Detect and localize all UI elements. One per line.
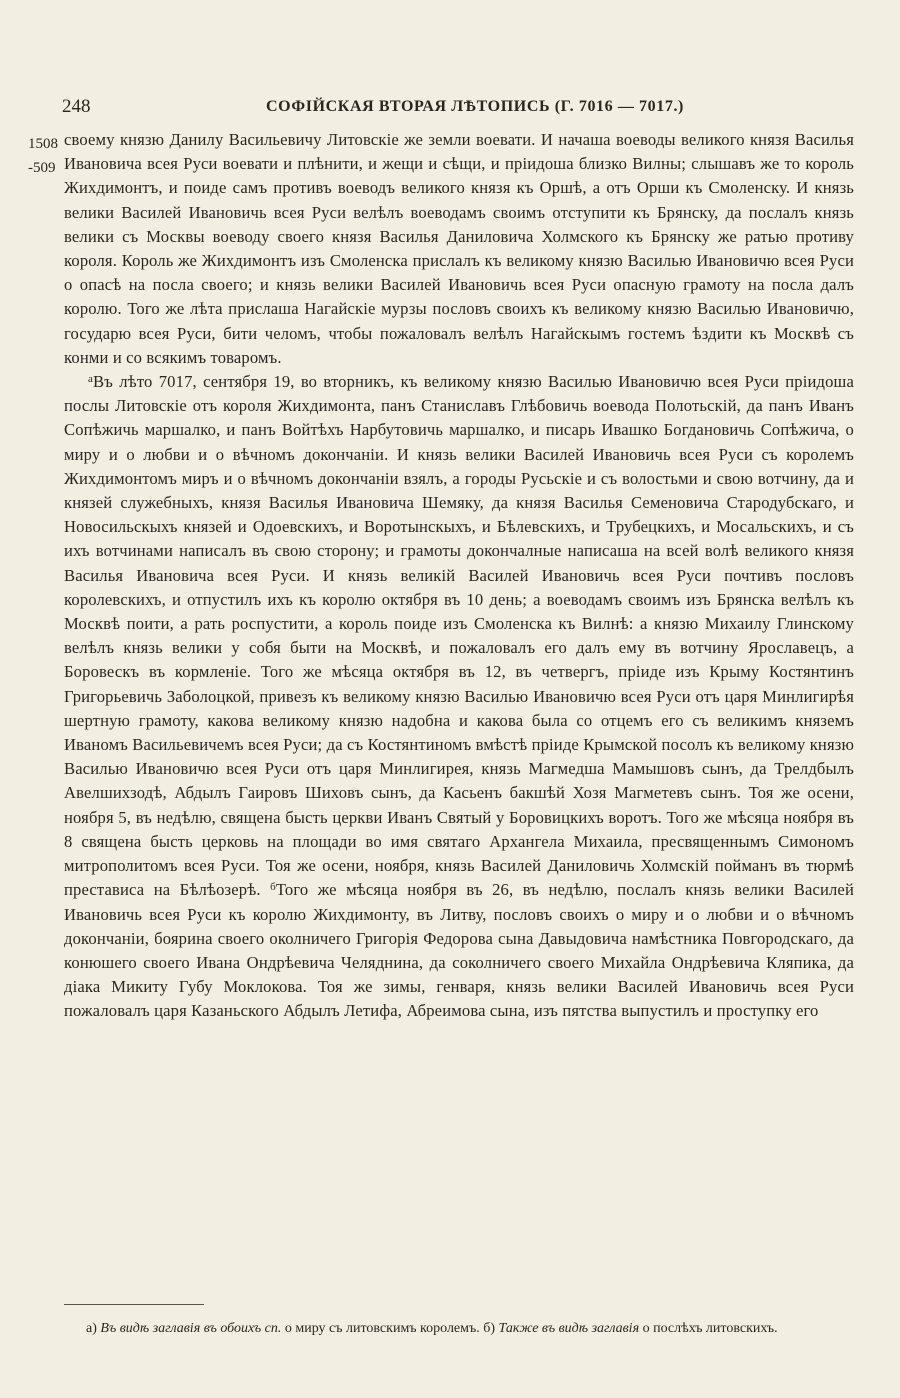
footnote-b-text: о послѣхъ литовскихъ. [642, 1321, 778, 1336]
paragraph-1: своему князю Данилу Васильевичу Литовскіе же земли воевати. И начаша воеводы великого князя Василья Ивановича всея Руси воевати и плѣнити, и жещи и сѣщи, и пріидоша близко Вилны; слышавъ же то король Жихдимонтъ, и поиде самъ противъ воеводъ великого князя къ Оршѣ, а отъ Орши къ Смоленску. И князь велики Василей Ивановичь всея Руси велѣлъ воеводамъ своимъ отступити къ Брянску, да послалъ князь велики съ Москвы воеводу своего князя Василья Даниловича Холмского къ Брянску же ратью противу короля. Король же Жихдимонтъ изъ Смоленска прислалъ къ великому князю Василью Ивановичю всея Руси о опасѣ на посла своего; и князь велики Василей Ивановичь всея Руси опасную грамоту на посла далъ королю. Того же лѣта прислаша Нагайскіе мурзы пословъ своихъ къ великому князю Василью Ивановичю, государю всея Руси, бити челомъ, чтобы пожаловалъ велѣлъ Нагайскымъ гостемъ ѣздити къ Москвѣ съ конми и со всякимъ товаромъ. [64, 130, 854, 367]
margin-year-note [28, 132, 64, 180]
paragraph-2-text-a: Въ лѣто 7017, сентября 19, во вторникъ, къ великому князю Василью Ивановичю всея Руси пріидоша послы Литовскіе отъ короля Жихдимонта, панъ Станиславъ Глѣбовичь воевода Полотьскій, да панъ Иванъ Сопѣжичь маршалко, и панъ Войтѣхъ Нарбутовичь маршалко, и писарь Ивашко Богдановичь Сопѣжича, о миру и о любви и о вѣчномъ докончаніи. И князь велики Василей Ивановичь всея Руси съ королемъ Жихдимонтомъ миръ и о вѣчномъ докончаніи взялъ, а городы Русьскіе и съ волостьми и свою вотчину, да и князей служебныхъ, князя Василья Ивановича Шемяку, да князя Василья Семеновича Стародубскаго, и Новосильскыхъ князей и Одоевскихъ, и Воротынскыхъ, и Бѣлевскихъ, и Трубецкихъ, и Мосальскихъ, и съ ихъ вотчинами написалъ въ свою сторону; и грамоты докончалные написаша на всей волѣ великого князя Василья Ивановича всея Руси. И князь великій Василей Ивановичь всея Руси почтивъ пословъ королевскихъ, и отпустилъ ихъ къ королю октября въ 10 день; а воеводамъ своимъ изъ Брянска велѣлъ къ Москвѣ поити, а рать роспустити, а король поиде изъ Смоленска къ Вилнѣ: а князю Михаилу Глинскому велѣлъ князь велики у собя быти на Москвѣ, и пожаловалъ его далъ ему въ вотчину Ярославецъ, а Боровескъ въ кормленіе. Того же мѣсяца октября въ 12, въ четвергъ, пріиде изъ Крыму Костянтинъ Григорьевичь Заболоцкой, привезъ къ великому князю Василью Ивановичю всея Руси отъ царя Минлигирѣя шертную грамоту, какова великому князю надобна и какова была со отцемъ его съ великимъ княземъ Иваномъ Васильевичемъ всея Руси; да съ Костянтиномъ вмѣстѣ пріиде Крымской посолъ къ великому князю Василью Ивановичю всея Руси отъ царя Минлигирея, князь Магмедша Мамышовъ сынъ, да Трелдбылъ Авелшихзодѣ, Абдылъ Гаировъ Шиховъ сынъ, да Касьенъ бакшѣй Хозя Магметевъ сынъ. Тоя же осени, ноября 5, въ недѣлю, священа бысть церкви Иванъ Святый у Боровицкихъ воротъ. Того же мѣсяца ноября въ 8 священа бысть церковь на площади во имя святаго Архангела Михаила, пресвященнымъ Симономъ митрополитомъ всея Руси. Тоя же осени, ноября, князь Василей Даниловичь Холмскій пойманъ въ тюрмѣ престависа на Бѣлѣозерѣ. [64, 372, 854, 900]
footnote-mark-b: б [270, 881, 276, 894]
footnote-a-italic: Въ видѣ заглавія въ обоихъ сп. [100, 1321, 282, 1336]
paragraph-2-text-b: Того же мѣсяца ноября въ 26, въ недѣлю, послалъ князь велики Василей Ивановичь всея Руси къ королю Жихдимонту, въ Литву, пословъ своихъ о миру и о любви и о вѣчномъ докончаніи, боярина своего околничего Григорія Федорова сына Давыдовича намѣстника Повгородскаго, да конюшего своего Ивана Ондрѣевича Челяднина, да соколничего своего Михайла Ондрѣевича Кляпика, да діака Микиту Губу Моклокова. Тоя же зимы, генваря, князь велики Василей Ивановичь всея Руси пожаловалъ царя Казаньского Абдылъ Летифа, Абреимова сына, изъ пятства выпустилъ и проступку его [64, 880, 854, 1021]
running-title: СОФІЙСКАЯ ВТОРАЯ ЛѢТОПИСЬ (Г. 7016 — 7017.) [266, 98, 684, 115]
footnote-a-text: о миру съ литовскимъ королемъ. [284, 1321, 480, 1336]
page-number: 248 [62, 96, 91, 117]
paragraph-2 [64, 370, 854, 1023]
page-header [62, 96, 852, 126]
main-text [64, 128, 854, 1024]
footnote-b-italic: Также въ видѣ заглавія [498, 1321, 640, 1336]
margin-year-bottom: -509 [28, 160, 56, 176]
footnotes [64, 1318, 854, 1340]
footnote-b-label: б) [483, 1321, 496, 1336]
footnote-a-label: а) [86, 1321, 97, 1336]
footnote-mark-a: а [88, 373, 94, 386]
footnote-divider [64, 1304, 204, 1305]
margin-year-top: 1508 [28, 136, 58, 152]
